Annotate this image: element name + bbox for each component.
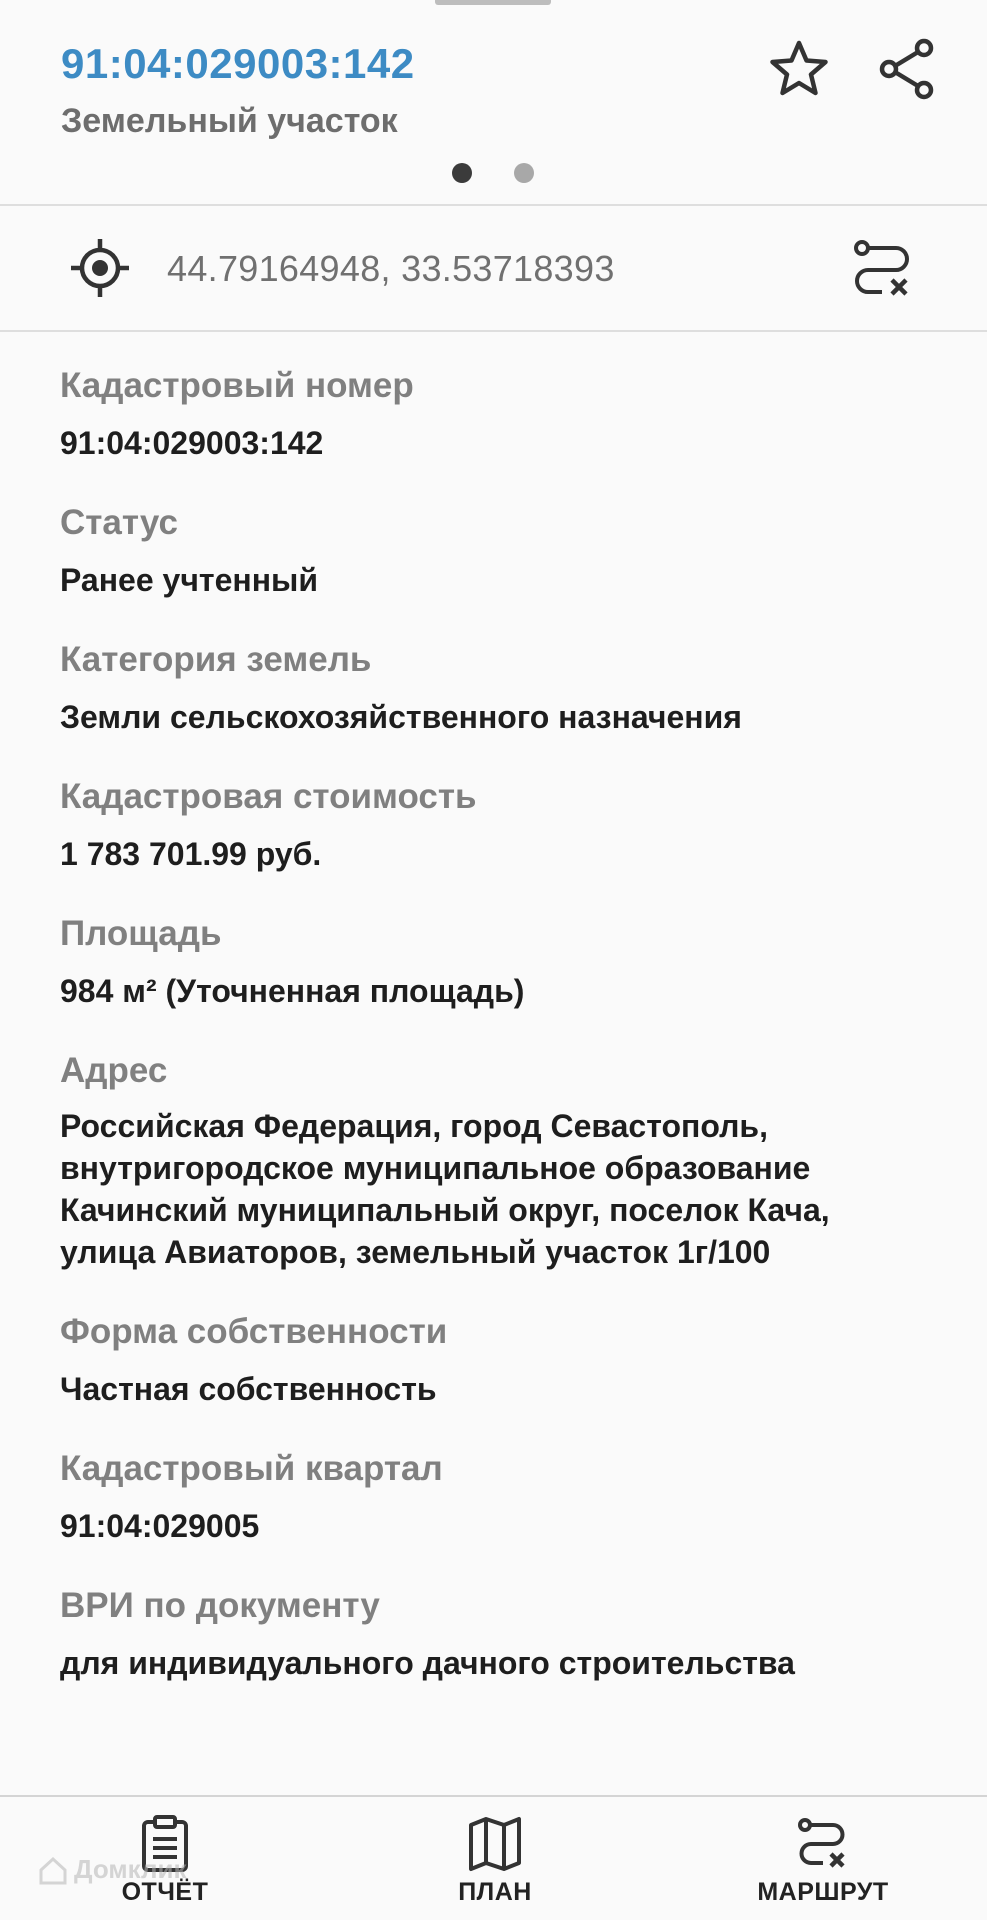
field-address xyxy=(60,1049,940,1273)
coordinates-row xyxy=(0,206,987,332)
object-type-subtitle: Земельный участок xyxy=(61,102,398,140)
field-value[interactable]: 91:04:029005 xyxy=(60,1508,260,1544)
map-icon xyxy=(465,1815,525,1873)
address-line: внутригородское муниципальное образование xyxy=(60,1150,811,1186)
share-icon xyxy=(876,37,938,101)
field-cadastral-number xyxy=(60,364,940,464)
field-cadastral-quarter xyxy=(60,1447,940,1547)
route-clear-icon xyxy=(793,1815,853,1873)
field-label: ВРИ по документу xyxy=(60,1586,380,1625)
field-label: Адрес xyxy=(60,1051,168,1090)
field-label: Категория земель xyxy=(60,640,372,679)
image-pagination xyxy=(0,163,987,183)
share-button[interactable] xyxy=(872,34,942,104)
field-value: 984 м² (Уточненная площадь) xyxy=(60,973,525,1009)
field-value[interactable] xyxy=(60,1105,940,1273)
tab-label: МАРШРУТ xyxy=(757,1878,889,1906)
tab-label: ОТЧЁТ xyxy=(121,1878,209,1906)
field-area xyxy=(60,912,940,1012)
favorite-button[interactable] xyxy=(764,34,834,104)
tab-route[interactable] xyxy=(748,1797,898,1920)
field-label: Кадастровая стоимость xyxy=(60,777,477,816)
field-status xyxy=(60,501,940,601)
field-label: Кадастровый квартал xyxy=(60,1449,443,1488)
card-header xyxy=(0,0,987,206)
field-value: для индивидуального дачного строительства xyxy=(60,1645,795,1681)
route-clear-icon[interactable] xyxy=(848,236,918,302)
field-label: Кадастровый номер xyxy=(60,366,414,405)
tab-plan[interactable] xyxy=(430,1797,560,1920)
address-line: Качинский муниципальный округ, поселок Кача, xyxy=(60,1192,830,1228)
coordinates-text[interactable]: 44.79164948, 33.53718393 xyxy=(167,248,615,289)
field-value[interactable]: 91:04:029003:142 xyxy=(60,425,324,461)
field-ownership xyxy=(60,1310,940,1410)
field-label: Статус xyxy=(60,503,178,542)
tab-label: ПЛАН xyxy=(458,1878,532,1906)
property-details xyxy=(60,332,940,1721)
watermark xyxy=(38,1854,186,1886)
pagination-dot-active[interactable] xyxy=(452,163,472,183)
crosshair-icon xyxy=(68,236,132,300)
field-value: Ранее учтенный xyxy=(60,562,319,598)
pagination-dot[interactable] xyxy=(514,163,534,183)
address-line: Российская Федерация, город Севастополь, xyxy=(60,1108,768,1144)
field-label: Площадь xyxy=(60,914,222,953)
watermark-text: Домклик xyxy=(74,1854,187,1884)
cadastral-number-title[interactable]: 91:04:029003:142 xyxy=(61,40,415,87)
house-logo-icon xyxy=(38,1856,68,1886)
field-value: Земли сельскохозяйственного назначения xyxy=(60,699,742,735)
field-value: Частная собственность xyxy=(60,1371,437,1407)
address-line: улица Авиаторов, земельный участок 1г/100 xyxy=(60,1234,771,1270)
field-permitted-use xyxy=(60,1584,940,1684)
star-outline-icon xyxy=(767,38,831,100)
field-value: 1 783 701.99 руб. xyxy=(60,836,322,872)
field-cadastral-value xyxy=(60,775,940,875)
field-label: Форма собственности xyxy=(60,1312,448,1351)
field-land-category xyxy=(60,638,940,738)
